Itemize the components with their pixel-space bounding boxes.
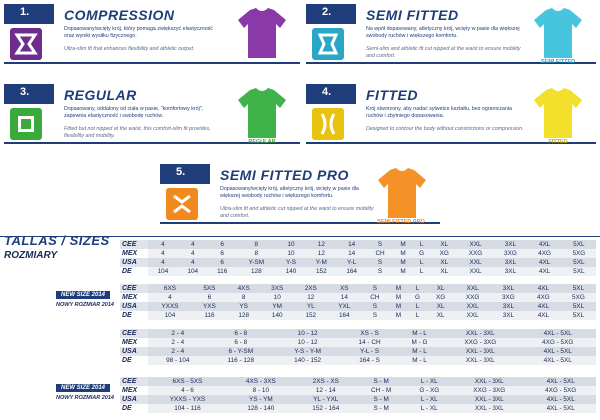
size-cell: 98 - 104: [148, 356, 208, 365]
size-cell: 12: [306, 249, 337, 258]
size-cell: XXG: [458, 249, 494, 258]
table-row: [120, 311, 596, 320]
size-cell: CH: [367, 249, 394, 258]
size-cell: XXL - 3XL: [453, 395, 525, 404]
size-cell: M - L: [398, 347, 441, 356]
size-cell: 152: [306, 267, 337, 276]
size-cell: Y-M: [306, 258, 337, 267]
size-cell: G: [408, 293, 427, 302]
size-cell: 152: [294, 311, 328, 320]
size-cell: 5XL: [562, 240, 596, 249]
size-cell: 140 - 152: [274, 356, 341, 365]
size-cell: XXL: [454, 311, 490, 320]
size-cell: M: [394, 249, 413, 258]
size-cell: XXL: [454, 284, 490, 293]
size-cell: XXL - 3XL: [453, 404, 525, 413]
size-cell: 4XL - 5XL: [519, 347, 596, 356]
size-cell: 12 - 14: [295, 386, 357, 395]
size-cell: G: [413, 249, 431, 258]
new-size-sub: NOWY ROZMIAR 2014: [56, 302, 114, 308]
shirt-label: SEMI FITTED: [540, 59, 576, 65]
size-cell: 3XL: [491, 284, 526, 293]
table-row: [120, 338, 596, 347]
size-cell: 128 - 140: [227, 404, 295, 413]
size-cell: 8 - 10: [227, 386, 295, 395]
size-cell: 2XS: [294, 284, 328, 293]
size-cell: 6 - 8: [208, 329, 274, 338]
size-cell: 5XS: [192, 284, 227, 293]
regular-shirt-icon: [234, 86, 290, 140]
shirt-label: FITTED: [548, 139, 568, 145]
size-cell: 128: [237, 267, 276, 276]
size-cell: 4 - 6: [148, 386, 227, 395]
size-cell: 4XL: [528, 258, 562, 267]
sizes-heading: [4, 233, 110, 261]
size-system-label: USA: [120, 258, 148, 267]
fit-number: 2.: [322, 6, 332, 18]
size-cell: 104: [178, 267, 208, 276]
fit-description-en: Fitted but not nipped at the waist, this comfort-slim fit provides, flexibility and mobility.: [64, 126, 211, 139]
size-cell: XXL - 3XL: [441, 356, 519, 365]
size-cell: Y-L: [337, 258, 367, 267]
size-cell: CH: [361, 293, 389, 302]
fit-description-pl: Na wpół dopasowany, atletyczny krój, wcięty w pasie dla większej swobody ruchów i większego komfortu.: [366, 26, 520, 39]
fit-number: 5.: [176, 166, 186, 178]
size-cell: 2 - 4: [148, 347, 208, 356]
shirt-label: REGULAR: [248, 139, 276, 145]
new-size-sub: NOWY ROZMIAR 2014: [56, 395, 114, 401]
size-cell: 5XL: [562, 267, 596, 276]
size-cell: 5XL: [561, 311, 596, 320]
size-cell: 14: [328, 293, 362, 302]
size-cell: 4XL: [528, 240, 562, 249]
size-cell: 10 - 12: [274, 338, 341, 347]
size-cell: Y-L - S: [341, 347, 398, 356]
size-cell: 2 - 4: [148, 329, 208, 338]
size-cell: 164 - S: [341, 356, 398, 365]
size-cell: XL: [427, 311, 455, 320]
compression-icon: [10, 28, 42, 60]
size-cell: 5XG: [562, 249, 596, 258]
size-cell: 116 - 128: [208, 356, 274, 365]
size-cell: 10: [260, 293, 294, 302]
size-cell: XXL - 3XL: [453, 377, 525, 386]
size-system-label: CEE: [120, 284, 148, 293]
size-system-label: DE: [122, 268, 132, 275]
fit-card-semi-fitted: [306, 4, 596, 64]
fit-description-pl: Dopasowany, oddalony od ciała w pasie, "komfortowy krój", zapewnia elastyczność i swobodę ruchów.: [64, 106, 204, 119]
size-cell: 3XG: [491, 293, 526, 302]
size-cell: YXL: [328, 302, 362, 311]
size-cell: 4: [148, 293, 192, 302]
size-cell: XXG - 3XG: [441, 338, 519, 347]
size-cell: M: [389, 311, 408, 320]
fitted-icon: [312, 108, 344, 140]
table-row: [120, 347, 596, 356]
size-cell: YS: [227, 302, 261, 311]
fit-card-fitted: [306, 84, 596, 144]
size-cell: 6: [208, 258, 237, 267]
size-system-label: MEX: [122, 250, 138, 257]
size-cell: M - L: [398, 329, 441, 338]
size-cell: 6XS - 5XS: [148, 377, 227, 386]
size-table-kids: [120, 240, 596, 276]
size-system-label: USA: [120, 395, 148, 404]
size-cell: L - XL: [405, 395, 453, 404]
fit-card-semi-fitted-pro: [160, 164, 440, 224]
size-cell: 4XL - 5XL: [519, 356, 596, 365]
size-cell: XXL: [454, 302, 490, 311]
size-cell: 3XL: [493, 267, 527, 276]
size-cell: 104: [148, 311, 192, 320]
size-cell: 4XL: [526, 311, 561, 320]
size-cell: 10 - 12: [274, 329, 341, 338]
new-size-label: [56, 376, 114, 401]
fit-number: 3.: [20, 86, 30, 98]
size-cell: S: [367, 258, 394, 267]
size-cell: 4XL - 5XL: [519, 329, 596, 338]
size-cell: M: [394, 267, 413, 276]
size-cell: L: [408, 311, 427, 320]
shirt-label: SEMI FITTED PRO: [377, 219, 425, 225]
size-cell: 4XL - 5XL: [525, 395, 596, 404]
size-cell: M: [389, 293, 408, 302]
size-cell: 5XG: [561, 293, 596, 302]
size-system-label: MEX: [122, 387, 138, 394]
size-system-label: DE: [122, 357, 132, 364]
size-cell: L: [408, 302, 427, 311]
size-table-new-2014: [120, 284, 596, 320]
size-cell: 12: [306, 240, 337, 249]
size-cell: XXL: [458, 240, 494, 249]
compression-shirt-icon: [234, 6, 290, 60]
fit-description-en: Ultra-slim fit that enhances flexibility and athletic output.: [64, 46, 195, 52]
size-cell: XL: [431, 240, 458, 249]
fit-number: 4.: [322, 86, 332, 98]
size-cell: Y-SM: [237, 258, 276, 267]
size-cell: L: [408, 284, 427, 293]
size-cell: S: [367, 267, 394, 276]
size-cell: XXG: [454, 293, 490, 302]
new-size-tag: NEW SIZE 2014: [56, 291, 110, 299]
size-cell: 2 - 4: [148, 338, 208, 347]
size-cell: 10: [276, 240, 306, 249]
size-cell: YM: [260, 302, 294, 311]
table-row: [120, 386, 596, 395]
size-cell: 164: [337, 267, 367, 276]
size-cell: 4XG - 5XG: [519, 338, 596, 347]
size-cell: S: [361, 311, 389, 320]
size-cell: M: [394, 258, 413, 267]
size-cell: 4: [148, 258, 178, 267]
fit-description-pl: Krój stworzony, aby nadać sylwetce kształtu, bez ograniczania ruchów i zbytniego dopasowania.: [366, 106, 512, 119]
size-cell: 10: [276, 249, 306, 258]
fitted-shirt-icon: [530, 86, 586, 140]
semi-fitted-pro-shirt-icon: [374, 166, 430, 220]
size-cell: 14 - CH: [341, 338, 398, 347]
size-cell: XL: [427, 302, 455, 311]
size-system-label: DE: [122, 405, 132, 412]
size-cell: 4XL: [526, 302, 561, 311]
fit-title: SEMI FITTED PRO: [220, 167, 349, 183]
size-cell: Y-S: [276, 258, 306, 267]
size-cell: 5XL: [561, 284, 596, 293]
size-cell: M: [394, 240, 413, 249]
size-cell: 5XL: [561, 302, 596, 311]
size-cell: 14: [337, 249, 367, 258]
size-cell: S: [367, 240, 394, 249]
table-row: [120, 377, 596, 386]
size-cell: 6: [192, 293, 227, 302]
size-cell: XXL: [458, 267, 494, 276]
size-cell: 4: [178, 249, 208, 258]
size-cell: S: [361, 302, 389, 311]
size-cell: S: [361, 284, 389, 293]
size-cell: YXXS - YXS: [148, 395, 227, 404]
semi-fitted-icon: [312, 28, 344, 60]
fit-title: SEMI FITTED: [366, 7, 459, 23]
fit-title: COMPRESSION: [64, 7, 175, 23]
sizes-title: TALLAS / SIZES: [4, 233, 110, 248]
size-cell: 8: [227, 293, 261, 302]
fit-description-pl: Dopasowany/wcięty krój, atletyczny krój, wcięty w pasie dla większej swobody ruchów i większego komfortu.: [220, 186, 359, 199]
size-system-label: USA: [120, 347, 148, 356]
size-cell: 6: [208, 249, 237, 258]
size-cell: 3XL: [493, 240, 527, 249]
size-cell: 3XL: [493, 258, 527, 267]
fit-description-en: Semi-slim and athletic fit cut nipped at the waist to ensure mobility and comfort.: [366, 46, 521, 59]
size-cell: Y-S - Y-M: [274, 347, 341, 356]
size-system-label: DE: [122, 312, 132, 319]
size-cell: YXXS: [148, 302, 192, 311]
size-cell: 4XG: [528, 249, 562, 258]
size-cell: 6: [208, 240, 237, 249]
size-system-label: MEX: [122, 294, 138, 301]
new-size-label: [56, 283, 114, 308]
size-cell: L - XL: [405, 377, 453, 386]
table-row: [120, 284, 596, 293]
size-cell: XXL - 3XL: [441, 329, 519, 338]
size-cell: 4XL: [528, 267, 562, 276]
size-cell: CH - M: [357, 386, 406, 395]
size-cell: 3XG: [493, 249, 527, 258]
size-cell: 116: [192, 311, 227, 320]
table-row: [120, 240, 596, 249]
table-row: [120, 356, 596, 365]
size-cell: 3XS: [260, 284, 294, 293]
size-cell: 4: [148, 249, 178, 258]
size-cell: XL: [431, 267, 458, 276]
size-cell: 4XL - 5XL: [525, 404, 596, 413]
size-cell: 12: [294, 293, 328, 302]
size-cell: L: [413, 240, 431, 249]
size-cell: 4XL: [526, 284, 561, 293]
size-cell: XG: [431, 249, 458, 258]
size-cell: L: [413, 258, 431, 267]
regular-icon-frame: [18, 116, 34, 132]
table-row: [120, 293, 596, 302]
table-row: [120, 267, 596, 276]
size-cell: XS - S: [341, 329, 398, 338]
size-cell: 6XS: [148, 284, 192, 293]
fit-title: REGULAR: [64, 87, 137, 103]
size-cell: 4XG - 5XG: [525, 386, 596, 395]
fit-description-en: Ultra-slim fit and athletic cut nipped at the waist to ensure mobility and comfort.: [220, 206, 374, 219]
size-table-new-2014-ranges: [120, 377, 596, 413]
table-row: [120, 395, 596, 404]
size-cell: 140: [260, 311, 294, 320]
size-cell: L: [413, 267, 431, 276]
size-cell: XS: [328, 284, 362, 293]
size-cell: M: [389, 284, 408, 293]
table-row: [120, 302, 596, 311]
size-cell: 2XS - XS: [295, 377, 357, 386]
size-cell: M: [389, 302, 408, 311]
semi-fitted-pro-icon: [166, 188, 198, 220]
size-cell: 4XS: [227, 284, 261, 293]
size-cell: XXL: [458, 258, 494, 267]
size-cell: 6 - 8: [208, 338, 274, 347]
size-system-label: USA: [120, 302, 148, 311]
fit-title: FITTED: [366, 87, 418, 103]
size-cell: 104 - 116: [148, 404, 227, 413]
size-system-label: CEE: [120, 240, 148, 249]
sizes-subtitle: ROZMIARY: [4, 250, 58, 261]
fit-card-regular: [4, 84, 300, 144]
size-cell: 5XL: [562, 258, 596, 267]
table-row: [120, 404, 596, 413]
size-cell: G - XG: [405, 386, 453, 395]
size-cell: 14: [337, 240, 367, 249]
size-cell: S - M: [357, 395, 406, 404]
size-cell: 152 - 164: [295, 404, 357, 413]
size-table-ranges: [120, 329, 596, 365]
size-cell: 8: [237, 240, 276, 249]
size-cell: 4XG: [526, 293, 561, 302]
semi-fitted-shirt-icon: [530, 6, 586, 60]
size-cell: XXL - 3XL: [441, 347, 519, 356]
size-cell: 116: [208, 267, 237, 276]
size-cell: M - G: [398, 338, 441, 347]
size-system-label: MEX: [122, 339, 138, 346]
table-row: [120, 329, 596, 338]
new-size-tag: NEW SIZE 2014: [56, 384, 110, 392]
size-cell: S - M: [357, 404, 406, 413]
fit-card-compression: [4, 4, 300, 64]
size-cell: L - XL: [405, 404, 453, 413]
size-cell: 128: [227, 311, 261, 320]
size-cell: YS - YM: [227, 395, 295, 404]
size-cell: M - L: [398, 356, 441, 365]
size-cell: XL: [431, 258, 458, 267]
size-cell: 4XS - 3XS: [227, 377, 295, 386]
size-cell: XXG - 3XG: [453, 386, 525, 395]
size-system-label: CEE: [120, 329, 148, 338]
fit-description-pl: Dopasowany/wcięty krój, który pomaga zwiększyć elastyczność oraz wyniki wysiłku fizycznego.: [64, 26, 213, 39]
size-cell: 4XL - 5XL: [525, 377, 596, 386]
size-cell: YL - YXL: [295, 395, 357, 404]
size-cell: 8: [237, 249, 276, 258]
size-cell: 6 - Y-SM: [208, 347, 274, 356]
fit-number: 1.: [20, 6, 30, 18]
size-cell: XG: [427, 293, 455, 302]
table-row: [120, 249, 596, 258]
regular-icon: [10, 108, 42, 140]
table-row: [120, 258, 596, 267]
size-cell: 3XL: [491, 302, 526, 311]
fit-description-en: Designed to contour the body without constrictions or compression.: [366, 126, 524, 132]
size-cell: YXS: [192, 302, 227, 311]
size-cell: 4: [148, 240, 178, 249]
size-cell: 4: [178, 240, 208, 249]
size-cell: 164: [328, 311, 362, 320]
size-cell: XL: [427, 284, 455, 293]
size-cell: 104: [148, 267, 178, 276]
size-cell: 140: [276, 267, 306, 276]
size-cell: S - M: [357, 377, 406, 386]
size-cell: 4: [178, 258, 208, 267]
size-system-label: CEE: [120, 377, 148, 386]
size-cell: YL: [294, 302, 328, 311]
size-cell: 3XL: [491, 311, 526, 320]
